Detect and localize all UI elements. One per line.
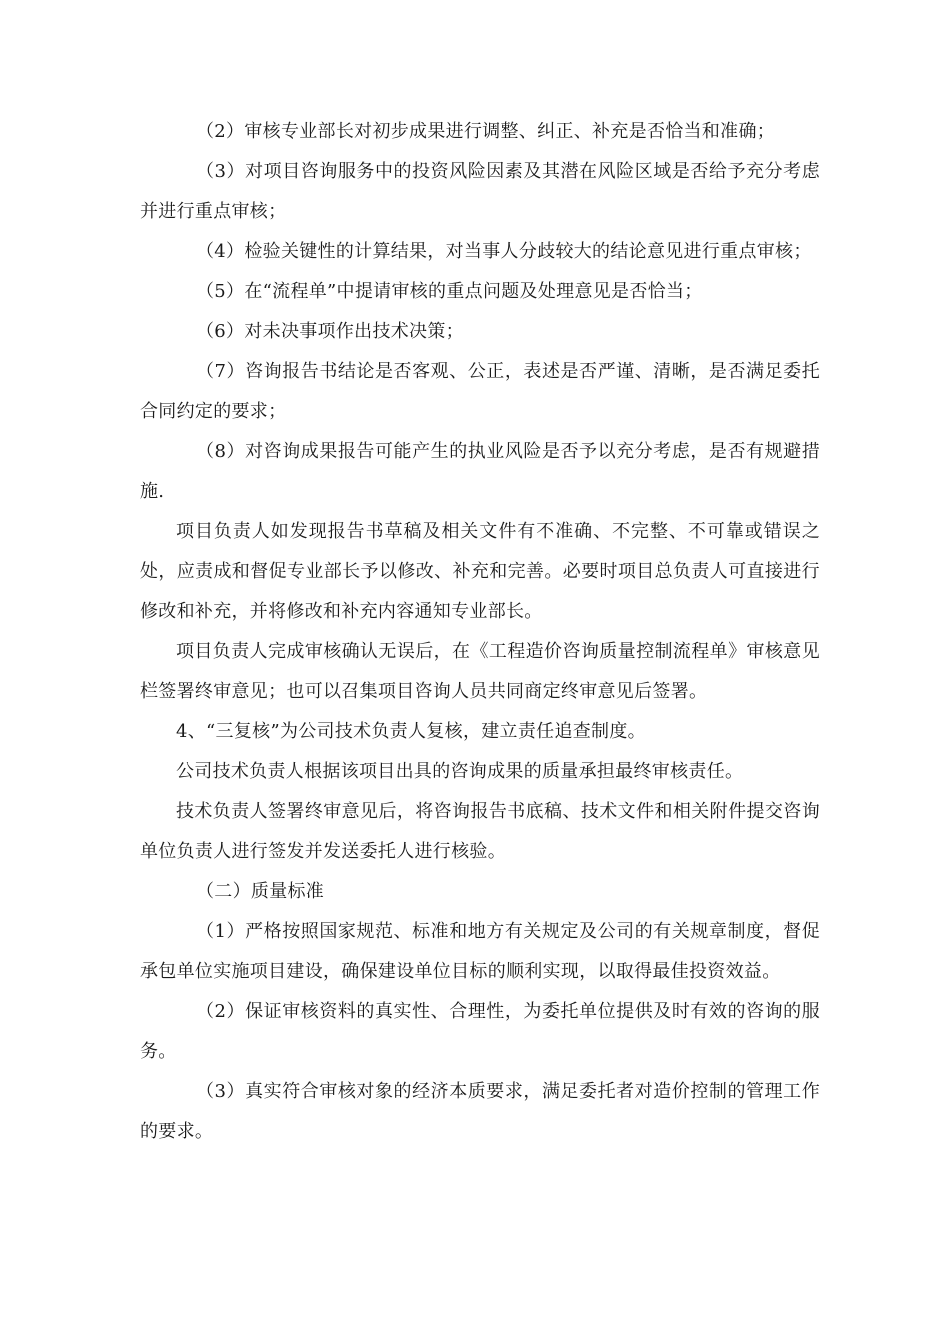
paragraph-standard-item-3: （3）真实符合审核对象的经济本质要求，满足委托者对造价控制的管理工作的要求。 <box>140 1081 820 1142</box>
paragraph-project-lead-signoff: 项目负责人完成审核确认无误后，在《工程造价咨询质量控制流程单》审核意见栏签署终审意见；也可以召集项目咨询人员共同商定终审意见后签署。 <box>140 641 820 702</box>
paragraph-review-item-8: （8）对咨询成果报告可能产生的执业风险是否予以充分考虑，是否有规避措施. <box>140 441 820 502</box>
document-body <box>140 112 820 1152</box>
paragraph-review-item-4: （4）检验关键性的计算结果，对当事人分歧较大的结论意见进行重点审核； <box>196 241 812 262</box>
paragraph-review-item-5: （5）在“流程单”中提请审核的重点问题及处理意见是否恰当； <box>196 281 703 302</box>
section-heading-quality-standard: （二）质量标准 <box>196 881 325 902</box>
paragraph-third-review-heading: 4、“三复核”为公司技术负责人复核，建立责任追查制度。 <box>176 721 646 742</box>
paragraph-review-item-2: （2）审核专业部长对初步成果进行调整、纠正、补充是否恰当和准确； <box>196 121 776 142</box>
paragraph-review-item-3: （3）对项目咨询服务中的投资风险因素及其潜在风险区域是否给予充分考虑并进行重点审核； <box>140 161 820 222</box>
paragraph-review-item-7: （7）咨询报告书结论是否客观、公正，表述是否严谨、清晰，是否满足委托合同约定的要求； <box>140 361 820 422</box>
paragraph-standard-item-1: （1）严格按照国家规范、标准和地方有关规定及公司的有关规章制度，督促承包单位实施项目建设，确保建设单位目标的顺利实现，以取得最佳投资效益。 <box>140 921 820 982</box>
paragraph-project-lead-revision: 项目负责人如发现报告书草稿及相关文件有不准确、不完整、不可靠或错误之处，应责成和督促专业部长予以修改、补充和完善。必要时项目总负责人可直接进行修改和补充，并将修改和补充内容通知专业部长。 <box>140 521 820 622</box>
paragraph-tech-lead-responsibility: 公司技术负责人根据该项目出具的咨询成果的质量承担最终审核责任。 <box>176 761 744 782</box>
paragraph-standard-item-2: （2）保证审核资料的真实性、合理性，为委托单位提供及时有效的咨询的服务。 <box>140 1001 820 1062</box>
paragraph-review-item-6: （6）对未决事项作出技术决策； <box>196 321 464 342</box>
paragraph-tech-lead-submission: 技术负责人签署终审意见后，将咨询报告书底稿、技术文件和相关附件提交咨询单位负责人进行签发并发送委托人进行核验。 <box>140 801 820 862</box>
